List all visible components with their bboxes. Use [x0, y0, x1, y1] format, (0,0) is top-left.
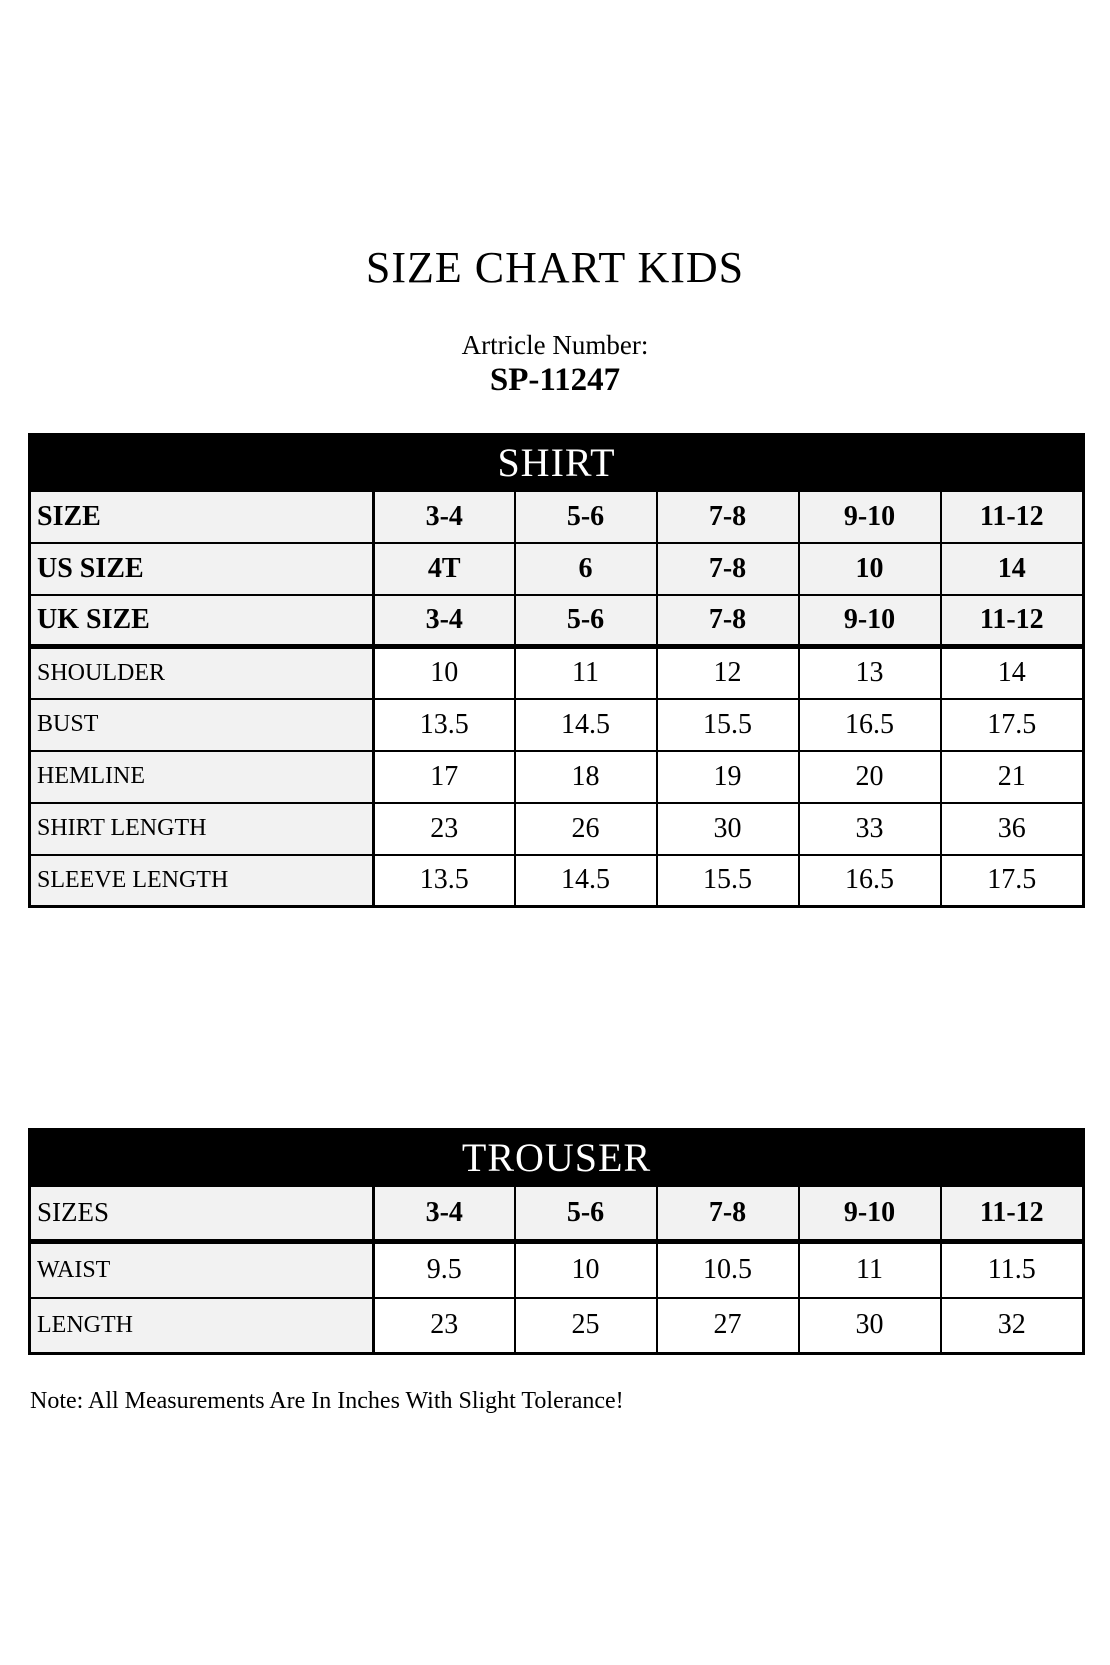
measurement-value-cell: 17.5 [941, 699, 1084, 751]
measurement-value-cell: 10 [515, 1242, 657, 1298]
measurement-value-cell: 30 [799, 1298, 941, 1354]
us-size-row-label: US SIZE [30, 543, 374, 595]
shirt-table-title: SHIRT [30, 435, 1084, 491]
measurement-value-cell: 32 [941, 1298, 1084, 1354]
measurement-value-cell: 36 [941, 803, 1084, 855]
size-value-cell: 11-12 [941, 595, 1084, 647]
measurement-value-cell: 14.5 [515, 855, 657, 907]
measurement-value-cell: 11 [515, 647, 657, 699]
size-value-cell: 9-10 [799, 595, 941, 647]
size-value-cell: 4T [374, 543, 515, 595]
measurement-value-cell: 13.5 [374, 699, 515, 751]
table-row-sleeve-length [30, 855, 1084, 907]
measurement-value-cell: 18 [515, 751, 657, 803]
size-value-cell: 10 [799, 543, 941, 595]
trouser-table-title: TROUSER [30, 1130, 1084, 1186]
size-value-cell: 5-6 [515, 491, 657, 543]
measurement-value-cell: 12 [657, 647, 799, 699]
size-value-cell: 14 [941, 543, 1084, 595]
table-row-shirt-length [30, 803, 1084, 855]
size-value-cell: 5-6 [515, 1186, 657, 1242]
measurement-value-cell: 16.5 [799, 699, 941, 751]
measurement-value-cell: 26 [515, 803, 657, 855]
size-value-cell: 7-8 [657, 491, 799, 543]
size-value-cell: 7-8 [657, 595, 799, 647]
measurement-value-cell: 33 [799, 803, 941, 855]
measurement-value-cell: 14 [941, 647, 1084, 699]
table-row-uk-size [30, 595, 1084, 647]
waist-row-label: WAIST [30, 1242, 374, 1298]
table-row-shoulder [30, 647, 1084, 699]
size-value-cell: 3-4 [374, 1186, 515, 1242]
measurement-value-cell: 10 [374, 647, 515, 699]
shirt-table-title-row [30, 435, 1084, 491]
measurement-value-cell: 15.5 [657, 855, 799, 907]
bust-row-label: BUST [30, 699, 374, 751]
uk-size-row-label: UK SIZE [30, 595, 374, 647]
size-value-cell: 11-12 [941, 491, 1084, 543]
table-row-sizes [30, 1186, 1084, 1242]
measurement-note: Note: All Measurements Are In Inches With Slight Tolerance! [30, 1388, 624, 1414]
measurement-value-cell: 11.5 [941, 1242, 1084, 1298]
hemline-row-label: HEMLINE [30, 751, 374, 803]
table-row-us-size [30, 543, 1084, 595]
size-value-cell: 11-12 [941, 1186, 1084, 1242]
measurement-value-cell: 14.5 [515, 699, 657, 751]
measurement-value-cell: 19 [657, 751, 799, 803]
size-row-label: SIZE [30, 491, 374, 543]
shoulder-row-label: SHOULDER [30, 647, 374, 699]
length-row-label: LENGTH [30, 1298, 374, 1354]
size-value-cell: 3-4 [374, 491, 515, 543]
measurement-value-cell: 9.5 [374, 1242, 515, 1298]
measurement-value-cell: 23 [374, 803, 515, 855]
measurement-value-cell: 17 [374, 751, 515, 803]
measurement-value-cell: 16.5 [799, 855, 941, 907]
table-row-length [30, 1298, 1084, 1354]
measurement-value-cell: 23 [374, 1298, 515, 1354]
size-value-cell: 6 [515, 543, 657, 595]
measurement-value-cell: 21 [941, 751, 1084, 803]
measurement-value-cell: 13.5 [374, 855, 515, 907]
measurement-value-cell: 10.5 [657, 1242, 799, 1298]
measurement-value-cell: 15.5 [657, 699, 799, 751]
table-row-waist [30, 1242, 1084, 1298]
measurement-value-cell: 27 [657, 1298, 799, 1354]
sizes-row-label: SIZES [30, 1186, 374, 1242]
size-value-cell: 9-10 [799, 491, 941, 543]
trouser-size-table [28, 1128, 1085, 1355]
size-value-cell: 5-6 [515, 595, 657, 647]
article-number-label: Artricle Number: [461, 330, 649, 360]
shirt-length-row-label: SHIRT LENGTH [30, 803, 374, 855]
measurement-value-cell: 20 [799, 751, 941, 803]
size-value-cell: 9-10 [799, 1186, 941, 1242]
measurement-value-cell: 17.5 [941, 855, 1084, 907]
size-value-cell: 3-4 [374, 595, 515, 647]
measurement-value-cell: 13 [799, 647, 941, 699]
shirt-size-table [28, 433, 1085, 908]
table-row-hemline [30, 751, 1084, 803]
measurement-value-cell: 25 [515, 1298, 657, 1354]
size-value-cell: 7-8 [657, 543, 799, 595]
trouser-table-title-row [30, 1130, 1084, 1186]
page-title: SIZE CHART KIDS [365, 243, 745, 292]
sleeve-length-row-label: SLEEVE LENGTH [30, 855, 374, 907]
article-number-value: SP-11247 [489, 362, 621, 398]
size-value-cell: 7-8 [657, 1186, 799, 1242]
measurement-value-cell: 30 [657, 803, 799, 855]
table-row-size [30, 491, 1084, 543]
measurement-value-cell: 11 [799, 1242, 941, 1298]
table-row-bust [30, 699, 1084, 751]
